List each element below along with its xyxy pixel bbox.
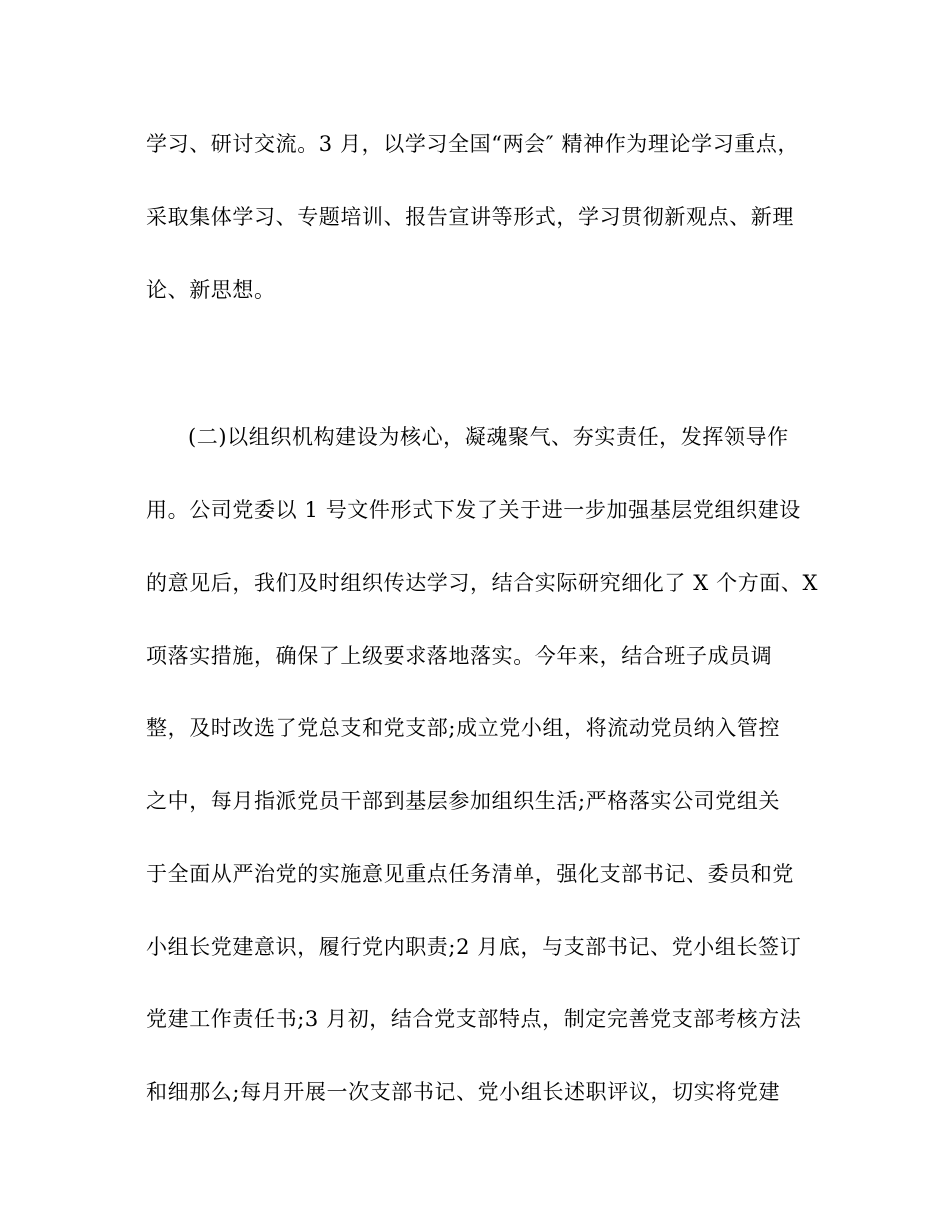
paragraph-line: 和细那么;每月开展一次支部书记、党小组长述职评议，切实将党建 [146,1080,781,1104]
paragraph-line: 论、新思想。 [146,278,276,302]
paragraph-line: 之中，每月指派党员干部到基层参加组织生活;严格落实公司党组关 [146,789,781,813]
paragraph-line: 学习、研讨交流。3 月，以学习全国“两会″ 精神作为理论学习重点， [146,132,800,156]
section-heading-line: (二)以组织机构建设为核心，凝魂聚气、夯实责任，发挥领导作 [188,425,789,449]
paragraph-line: 用。公司党委以 1 号文件形式下发了关于进一步加强基层党组织建设 [146,498,801,522]
paragraph-line: 于全面从严治党的实施意见重点任务清单，强化支部书记、委员和党 [146,862,794,886]
paragraph-line: 小组长党建意识，履行党内职责;2 月底，与支部书记、党小组长签订 [146,935,802,959]
paragraph-line: 的意见后，我们及时组织传达学习，结合实际研究细化了 X 个方面、X [146,571,819,595]
paragraph-line: 整，及时改选了党总支和党支部;成立党小组，将流动党员纳入管控 [146,716,781,740]
paragraph-line: 采取集体学习、专题培训、报告宣讲等形式，学习贯彻新观点、新理 [146,205,794,229]
paragraph-line: 项落实措施，确保了上级要求落地落实。今年来，结合班子成员调 [146,644,773,668]
paragraph-line: 党建工作责任书;3 月初，结合党支部特点，制定完善党支部考核方法 [146,1007,802,1031]
